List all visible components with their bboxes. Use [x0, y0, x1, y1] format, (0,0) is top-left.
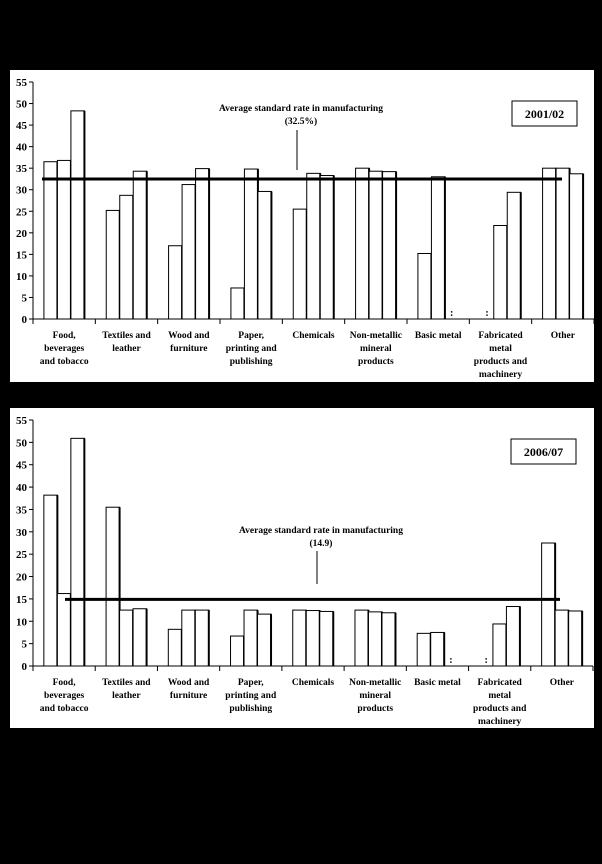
y-tick-label: 40: [16, 141, 27, 154]
y-tick-label: 30: [16, 184, 27, 197]
bar: [182, 610, 196, 666]
bar: [168, 629, 182, 666]
x-category-label: Non-metallic: [349, 678, 402, 688]
bar: [231, 636, 245, 666]
bar: [106, 210, 120, 319]
average-annotation-text: Average standard rate in manufacturing: [219, 104, 383, 114]
bar: [71, 111, 85, 319]
x-category-label: metal: [488, 691, 512, 701]
x-category-label: products and: [473, 357, 528, 367]
bar: [368, 612, 382, 666]
bar: [542, 543, 556, 666]
bar: [494, 225, 508, 319]
x-category-label: Basic metal: [414, 678, 461, 688]
x-category-label: leather: [112, 344, 141, 354]
x-category-label: Chemicals: [291, 678, 335, 688]
x-category-label: Textiles and: [102, 331, 151, 341]
y-tick-label: 15: [16, 249, 27, 262]
x-category-label: mineral: [359, 344, 392, 354]
x-category-label: Other: [550, 331, 575, 341]
bar: [431, 177, 445, 319]
x-category-label: products and: [472, 704, 527, 714]
chart-panel-2006-07: [10, 408, 594, 728]
bar: [356, 168, 370, 319]
bar: [543, 168, 557, 319]
x-category-label: Food,: [52, 678, 76, 688]
x-category-label: beverages: [44, 344, 85, 354]
bar: [258, 191, 272, 319]
bar: [169, 246, 183, 319]
bar: [383, 172, 397, 319]
x-category-label: machinery: [478, 717, 522, 727]
y-tick-label: 10: [16, 270, 27, 283]
y-tick-label: 35: [16, 163, 27, 176]
bar: [431, 632, 445, 666]
y-tick-label: 45: [16, 459, 27, 472]
bar: [195, 610, 209, 666]
x-category-label: Wood and: [168, 331, 210, 341]
bar: [293, 610, 307, 666]
x-category-label: and tobacco: [39, 357, 89, 367]
bar-chart-1: [10, 70, 594, 382]
bar: [71, 438, 85, 666]
y-tick-label: 40: [16, 482, 27, 495]
bar: [106, 507, 120, 666]
y-tick-label: 5: [21, 292, 27, 305]
bar: [320, 611, 334, 666]
bar: [369, 171, 383, 319]
x-category-label: Chemicals: [292, 331, 335, 341]
bar: [44, 162, 58, 319]
bar: [417, 633, 431, 666]
average-annotation-text: (32.5%): [284, 117, 318, 127]
x-category-label: Food,: [52, 331, 76, 341]
x-category-label: publishing: [229, 357, 273, 367]
x-category-label: publishing: [229, 704, 273, 714]
bar: [133, 171, 147, 319]
not-available-mark: :: [485, 308, 489, 319]
bar: [556, 168, 570, 319]
period-label: 2006/07: [523, 445, 564, 459]
y-tick-label: 25: [16, 206, 27, 219]
y-tick-label: 35: [16, 504, 27, 517]
x-category-label: and tobacco: [39, 704, 89, 714]
x-category-label: Basic metal: [414, 331, 462, 341]
bar: [506, 607, 519, 666]
bar: [293, 209, 307, 319]
x-category-label: Paper,: [238, 331, 265, 341]
bar: [244, 610, 258, 666]
bar: [231, 288, 245, 319]
bar: [570, 174, 584, 319]
chart-panel-2001-02: [10, 70, 594, 382]
x-category-label: leather: [112, 691, 141, 701]
y-tick-label: 20: [16, 227, 27, 240]
x-category-label: Non-metallic: [349, 331, 402, 341]
x-category-label: beverages: [44, 691, 85, 701]
bar: [196, 169, 210, 319]
y-tick-label: 15: [16, 593, 27, 606]
not-available-mark: :: [484, 655, 488, 666]
bar: [258, 614, 272, 666]
bar: [182, 185, 196, 319]
bar: [307, 173, 321, 319]
bar: [418, 254, 432, 319]
x-category-label: Textiles and: [102, 678, 151, 688]
period-label: 2001/02: [524, 107, 565, 121]
x-category-label: Paper,: [237, 678, 264, 688]
y-tick-label: 10: [16, 616, 27, 629]
bar: [382, 613, 396, 666]
bar: [57, 160, 71, 319]
y-tick-label: 55: [16, 415, 27, 427]
y-tick-label: 45: [16, 120, 27, 133]
x-category-label: Other: [549, 678, 575, 688]
x-category-label: products: [357, 357, 394, 367]
bar: [57, 594, 71, 666]
average-annotation-text: (14.9): [309, 539, 333, 549]
not-available-mark: :: [449, 308, 454, 319]
y-tick-label: 55: [16, 77, 27, 89]
bar: [569, 611, 583, 666]
bar: [493, 624, 507, 666]
x-category-label: machinery: [478, 370, 523, 380]
x-category-label: Fabricated: [478, 331, 523, 341]
bar-chart-2: [10, 408, 594, 728]
y-tick-label: 0: [21, 661, 27, 673]
bar: [555, 610, 569, 666]
bar: [120, 610, 134, 666]
x-category-label: furniture: [170, 344, 208, 354]
bar: [44, 495, 58, 666]
average-annotation-text: Average standard rate in manufacturing: [239, 526, 403, 536]
x-category-label: printing and: [225, 344, 277, 354]
y-tick-label: 5: [21, 638, 27, 651]
y-tick-label: 0: [21, 314, 27, 326]
x-category-label: products: [357, 704, 394, 714]
not-available-mark: :: [449, 655, 453, 666]
bar: [244, 169, 258, 319]
x-category-label: printing and: [225, 691, 277, 701]
y-tick-label: 20: [16, 571, 27, 584]
y-tick-label: 30: [16, 526, 27, 539]
x-category-label: furniture: [169, 691, 208, 701]
y-tick-label: 25: [16, 549, 27, 562]
x-category-label: Fabricated: [477, 678, 522, 688]
y-tick-label: 50: [16, 437, 27, 450]
x-category-label: Wood and: [167, 678, 210, 688]
y-tick-label: 50: [16, 98, 27, 111]
x-category-label: mineral: [359, 691, 392, 701]
x-category-label: metal: [489, 344, 512, 354]
bar: [320, 176, 334, 319]
bar: [306, 611, 320, 666]
bar: [355, 610, 369, 666]
bar: [133, 609, 147, 666]
bar: [507, 192, 521, 319]
bar: [120, 195, 134, 319]
